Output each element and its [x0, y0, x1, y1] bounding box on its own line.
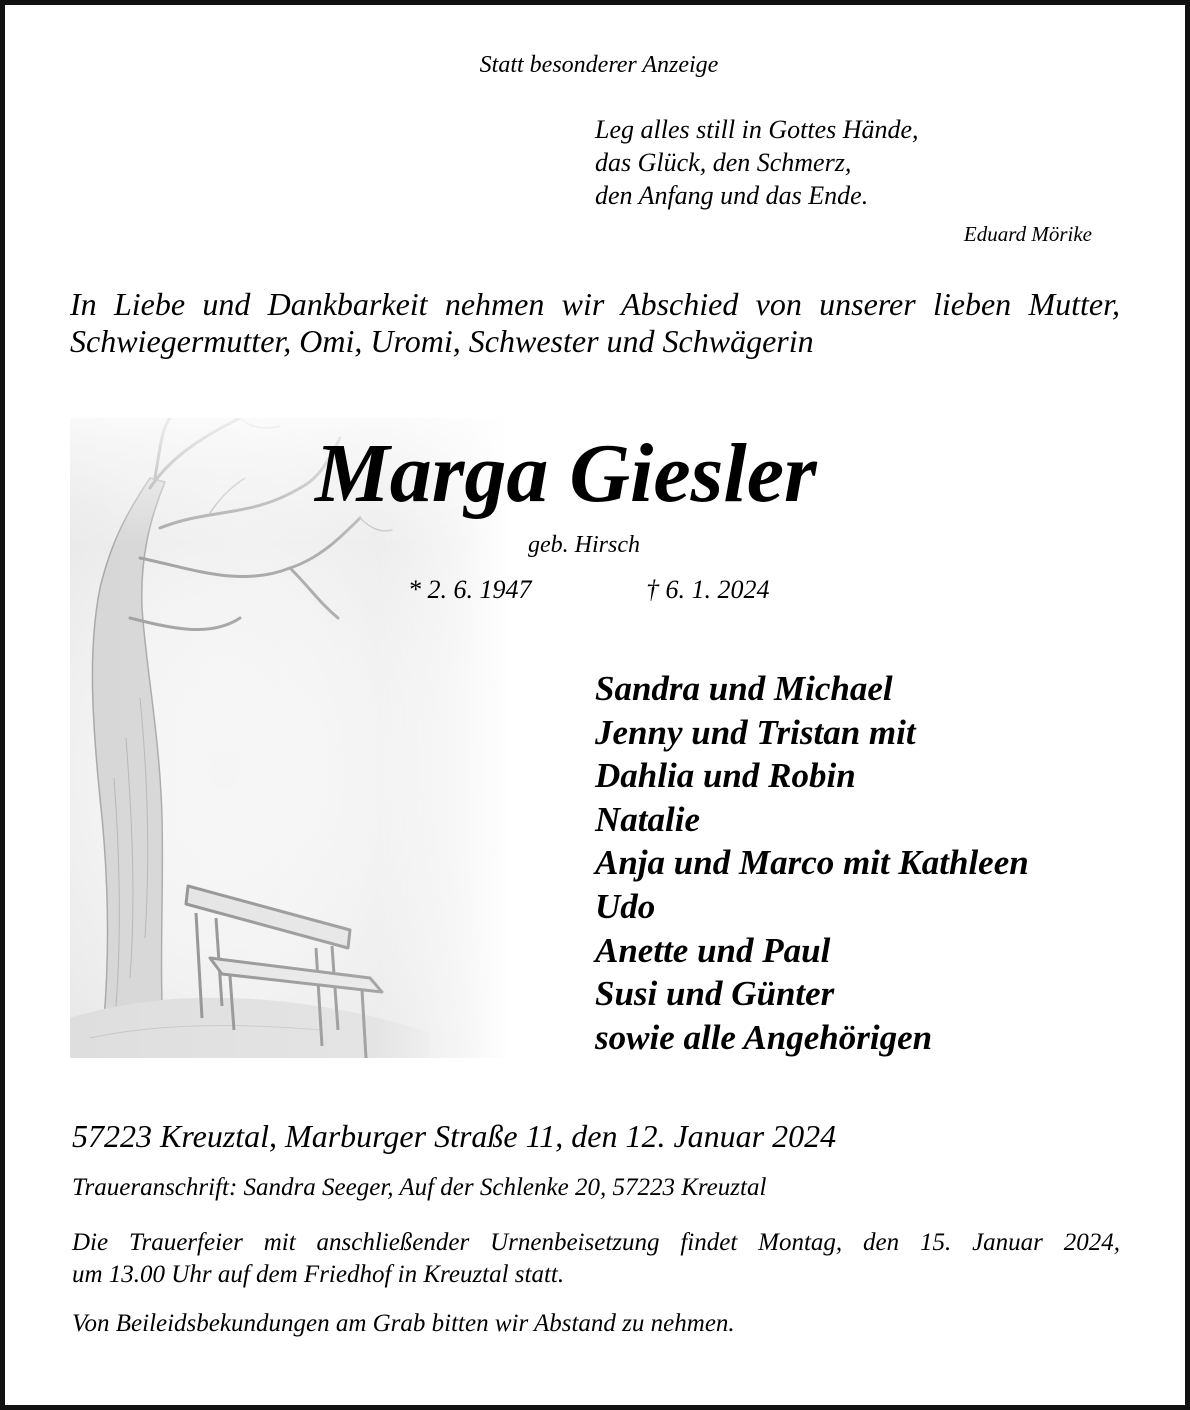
mourner-entry: sowie alle Angehörigen	[595, 1017, 933, 1057]
mourner-entry: Sandra und Michael	[595, 669, 893, 708]
mourner-entry: Anja und Marco mit Kathleen	[595, 843, 1029, 883]
mourner-entry: Dahlia und Robin	[595, 756, 856, 796]
birth-date: * 2. 6. 1947	[408, 575, 532, 604]
mourner-entry: Anette und Paul	[595, 930, 831, 970]
poem-author: Eduard Mörike	[963, 222, 1092, 246]
death-date: † 6. 1. 2024	[646, 575, 770, 604]
place-date: 57223 Kreuztal, Marburger Straße 11, den 12. Januar 2024	[72, 1118, 837, 1154]
poem-line: den Anfang und das Ende.	[595, 181, 869, 210]
mourners-list	[595, 667, 1029, 1059]
intro-line: In Liebe und Dankbarkeit nehmen wir Abschied von unserer lieben Mutter,	[70, 286, 1120, 322]
condolence-note: Von Beileidsbekundungen am Grab bitten wir Abstand zu nehmen.	[72, 1310, 735, 1337]
deceased-name: Marga Giesler	[315, 427, 817, 520]
mourner-entry: Natalie	[595, 799, 700, 839]
intro-text	[70, 286, 1120, 360]
poem-line: das Glück, den Schmerz,	[595, 148, 852, 177]
ceremony-line: um 13.00 Uhr auf dem Friedhof in Kreuztal statt.	[72, 1261, 565, 1288]
mourning-address: Traueranschrift: Sandra Seeger, Auf der Schlenke 20, 57223 Kreuztal	[72, 1174, 767, 1201]
header-notice: Statt besonderer Anzeige	[479, 52, 719, 78]
poem-line: Leg alles still in Gottes Hände,	[595, 115, 919, 144]
maiden-name: geb. Hirsch	[528, 532, 640, 558]
poem	[595, 113, 919, 212]
mourner-entry: Udo	[595, 886, 656, 926]
intro-line: Schwiegermutter, Omi, Uromi, Schwester und Schwägerin	[70, 323, 814, 359]
ceremony-info	[72, 1227, 1120, 1291]
mourner-entry: Susi und Günter	[595, 974, 835, 1014]
mourner-entry: Jenny und Tristan mit	[595, 712, 916, 752]
ceremony-line: Die Trauerfeier mit anschließender Urnenbeisetzung findet Montag, den 15. Januar 2024,	[72, 1229, 1120, 1256]
